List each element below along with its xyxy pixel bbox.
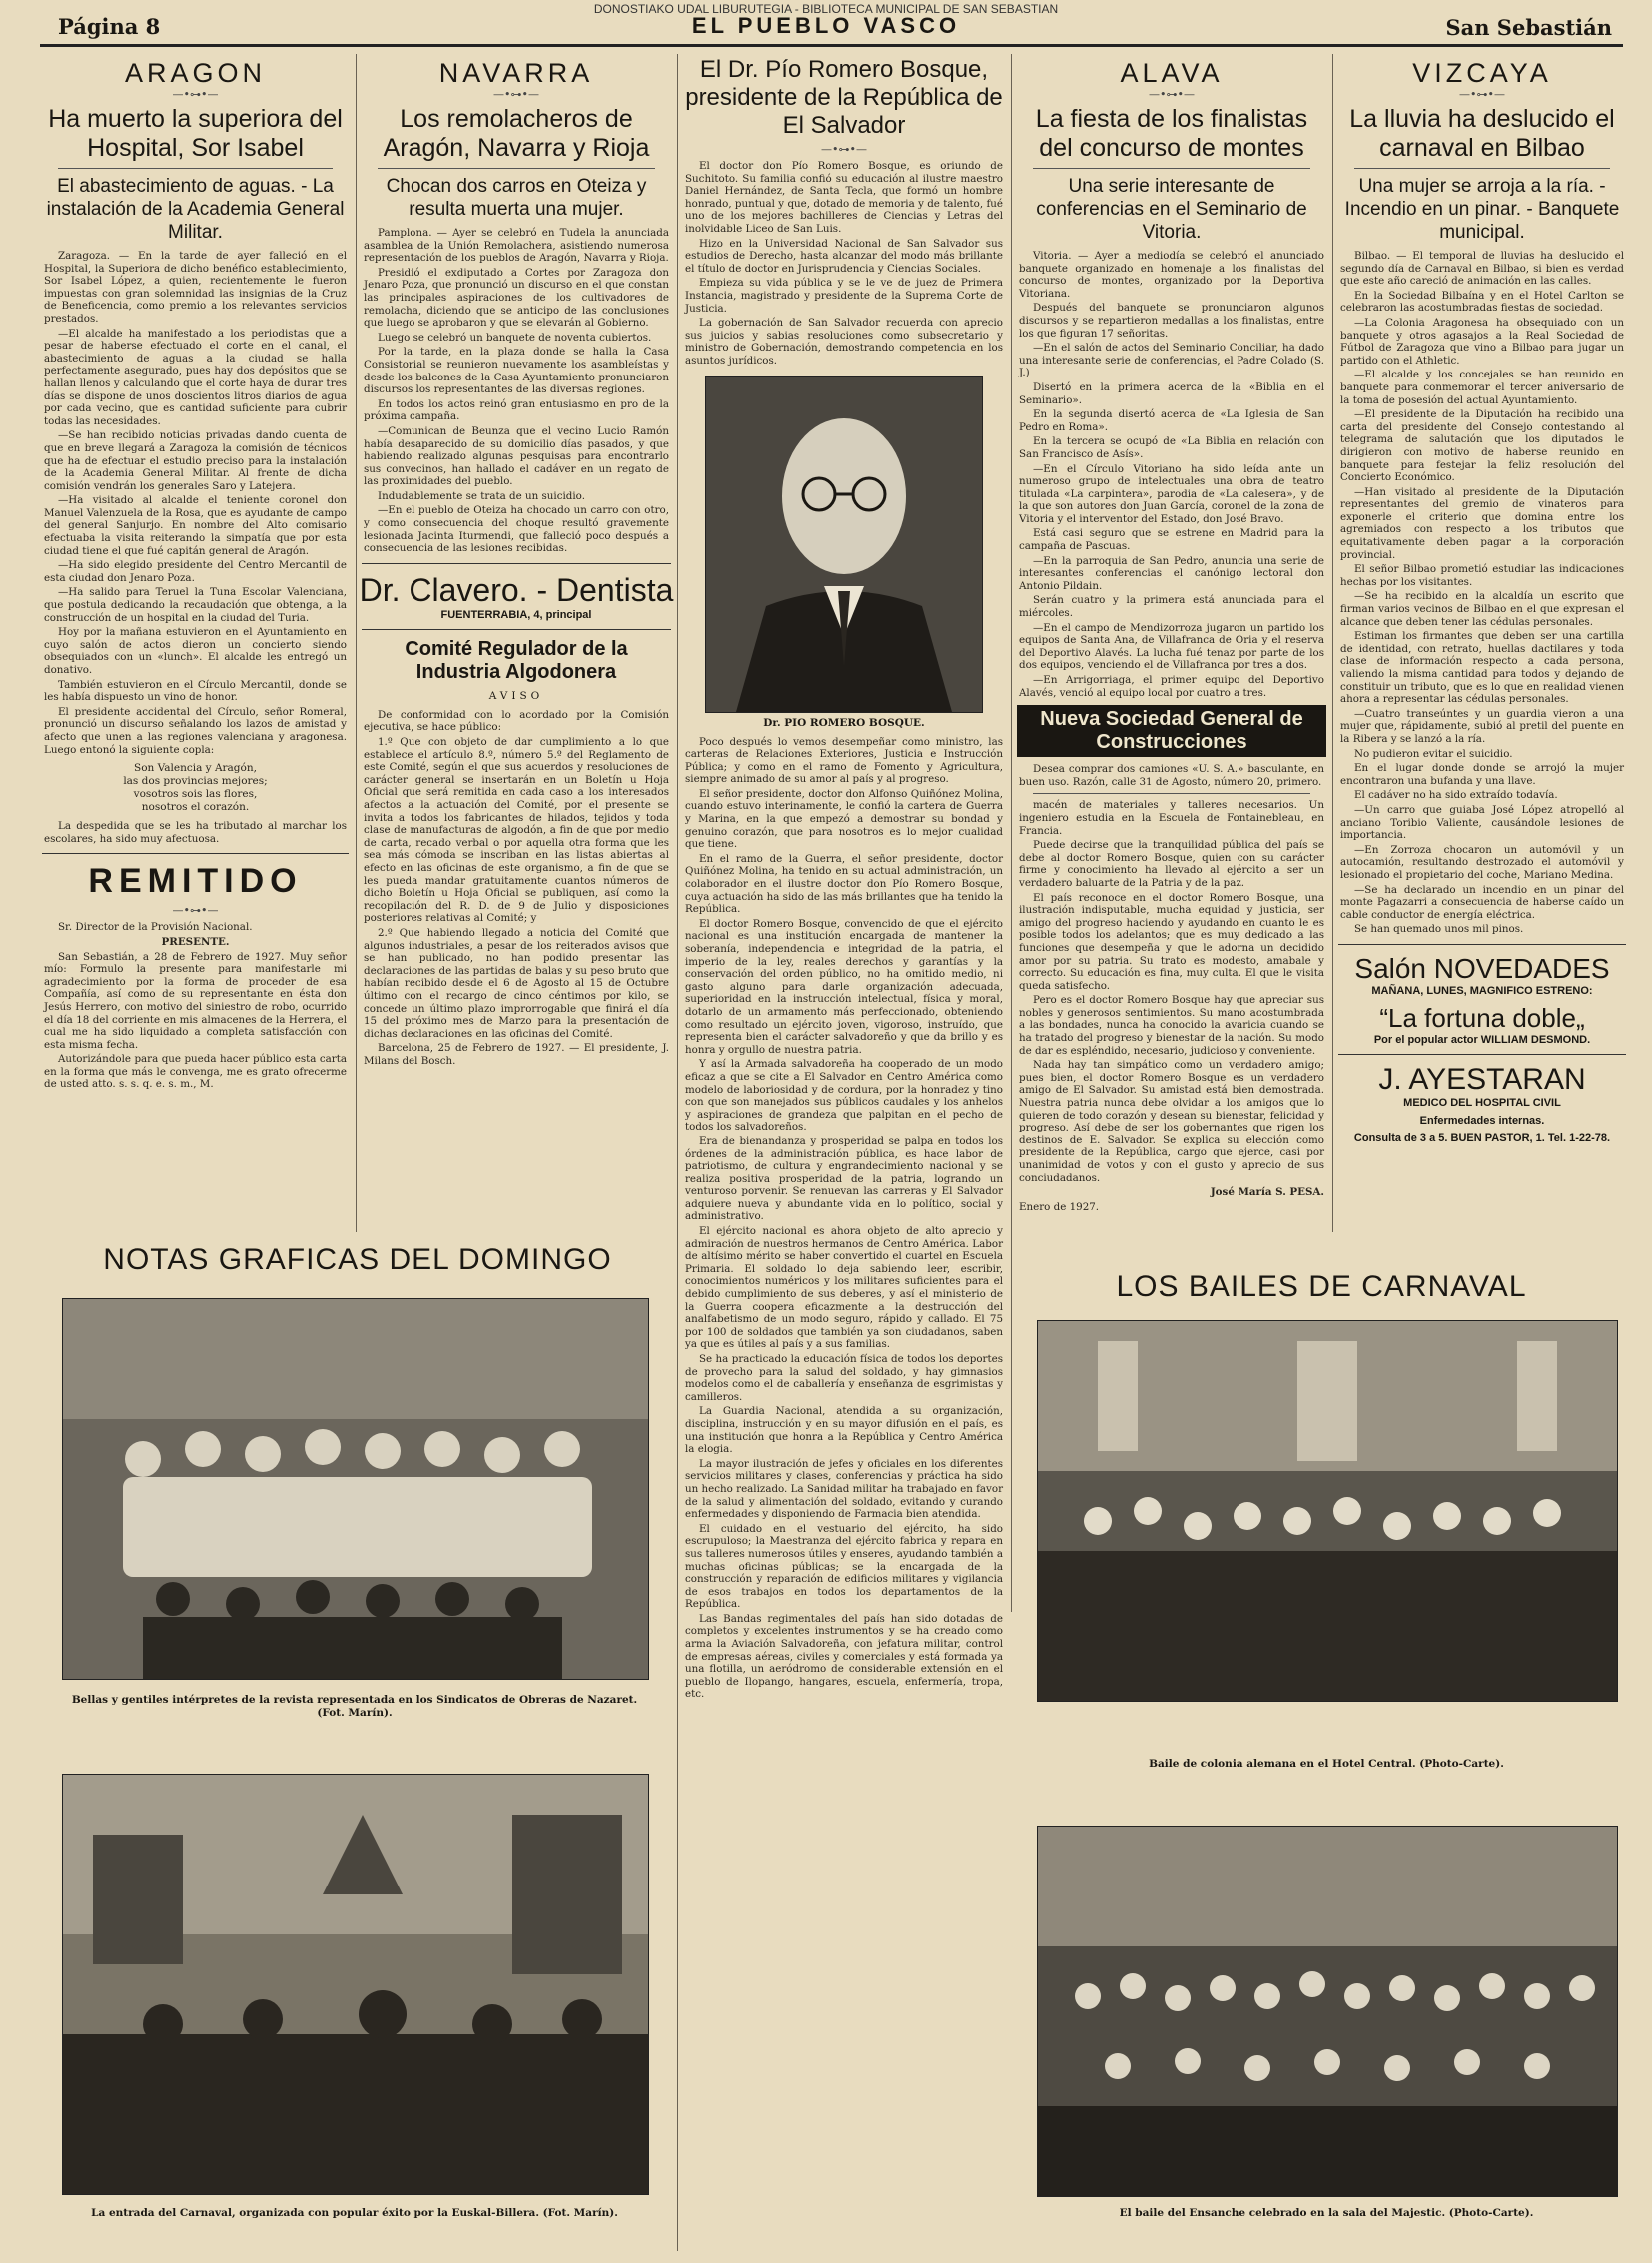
subheadline-vizcaya: Una mujer se arroja a la ría. - Incendio en un pinar. - Banquete municipal. (1344, 176, 1620, 243)
paragraph: Puede decirse que la tranquilidad pública del país se debe al doctor Romero Bosque, quien con su carácter firme y conocimiento ha llevado al ejército a ser un verdadero baluarte de la Patria y de la paz. (1019, 839, 1324, 889)
paragraph: —En la parroquia de San Pedro, anuncia una serie de interesantes conferencias el canónigo lectoral don Antonio Pildain. (1019, 554, 1324, 592)
paragraph: De conformidad con lo acordado por la Comisión ejecutiva, se hace público: (364, 708, 669, 734)
photo-carnaval-entrada (62, 1774, 649, 2195)
portrait-caption: Dr. PIO ROMERO BOSQUE. (763, 716, 925, 729)
verse-line: las dos provincias mejores; (123, 775, 268, 788)
ad-ayestaran-line1: MEDICO DEL HOSPITAL CIVIL (1403, 1096, 1561, 1109)
article-salvador-intro (685, 160, 1003, 368)
ad-novedades-actor: Por el popular actor WILLIAM DESMOND. (1373, 1033, 1591, 1046)
article-salvador-continued (1019, 799, 1324, 1213)
section-rule (1338, 944, 1626, 945)
paragraph: En el lugar donde donde se arrojó la mujer encontraron una bufanda y una llave. (1340, 762, 1624, 787)
section-rule (42, 853, 349, 854)
salutation: Sr. Director de la Provisión Nacional. (58, 921, 253, 934)
column-navarra (358, 54, 675, 1232)
paragraph: Vitoria. — Ayer a mediodía se celebró el anunciado banquete organizado en homenaje a los finalistas del concurso de montes, organizado por la Deportiva Vitoriana. (1019, 250, 1324, 300)
ad-clavero-address: FUENTERRABIA, 4, principal (440, 608, 592, 621)
paragraph: —Cuatro transeúntes y un guardia vieron a una mujer que, rápidamente, subió al pretil del puente en la Ribera y se lanzó a la ría. (1340, 707, 1624, 745)
photo-revista-nazaret (62, 1298, 649, 1680)
photo-caption: Bellas y gentiles intérpretes de la revista representada en los Sindicatos de Obreras de Nazaret. (Fot. Marín). (71, 1694, 638, 1719)
paragraph: —En Arrigorriaga, el primer equipo del Deportivo Alavés, venció al equipo local por cuatro a tres. (1019, 674, 1324, 699)
remitido-title: REMITIDO (88, 862, 303, 901)
paragraph: Nada hay tan simpático como un verdadero amigo; pues bien, el doctor Romero Bosque es un verdadero amigo de El Salvador. Su amistad está bien demostrada. Nuestra patria nunca debe olvidar a los amigos que lo quieren de todo corazón y desean su bienestar, felicidad y progreso. Así debe de ser los gobernantes que rigen los destinos de E. Salvador. Se explica su elección como presidente de la República, cargo que ejerce, casi por unanimidad de votos y con el gusto y aprecio de sus conciudadanos. (1019, 1059, 1324, 1184)
verse (44, 762, 347, 814)
paragraph: Las Bandas regimentales del país han sido dotadas de completos y excelentes instrumentos y se ha creado como arma la Aviación Salvadoreña, con jefatura militar, control de empresas aéreas, civiles y comerciales y está formada ya una flotilla, un aeródromo de considerable extensión en el pueblo de Ilopango, hangares, escuela, enfermería, tropa, etc. (685, 1612, 1003, 1701)
masthead: EL PUEBLO VASCO (691, 13, 961, 38)
city-label: San Sebastián (1445, 15, 1612, 40)
paragraph: San Sebastián, a 28 de Febrero de 1927. Muy señor mío: Formulo la presente para manifestarle mi agradecimiento por la forma de proceder de esa Compañía, así como de su representante en ésta don Jesús Herrero, con motivo del siniestro de robo, ocurrido el día 18 del corriente en mis almacenes de la Herrera, el cual me ha sido liquidado a completa satisfacción con esta misma fecha. (44, 950, 347, 1051)
paragraph: Hoy por la mañana estuvieron en el Ayuntamiento en cuyo salón de actos dieron un concierto siendo obsequiados con un «lunch». El alcalde les entregó un donativo. (44, 626, 347, 676)
article-vizcaya (1340, 250, 1624, 936)
archive-watermark: DONOSTIAKO UDAL LIBURUTEGIA - BIBLIOTECA MUNICIPAL DE SAN SEBASTIAN (593, 2, 1059, 16)
paragraph: El país reconoce en el doctor Romero Bosque, una ilustración indisputable, mucha equidad y justicia, ser amigo del progreso haciendo y ayudando en cuanto le es posible todos los adelantos; que es muy dedicado a las funciones que desempeña y que le adorna un decidido amor por su patria. Su trato es modesto, amabale y correcto. Su educación es fina, muy culta. El que le visita queda satisfecho. (1019, 891, 1324, 992)
portrait-illustration (706, 377, 982, 712)
ad-clavero-name: Dr. Clavero. - Dentista (359, 571, 674, 608)
ornament: —•⊶•— (821, 143, 867, 156)
ornament: —•⊶•— (172, 88, 219, 101)
paragraph: —Se ha declarado un incendio en un pinar del monte Pagazarri a consecuencia de haberse caído un cable conductor de energía eléctrica. (1340, 883, 1624, 921)
ad-novedades-line: MAÑANA, LUNES, MAGNIFICO ESTRENO: (1371, 984, 1593, 997)
paragraph: Por la tarde, en la plaza donde se halla la Casa Consistorial se reunieron nuevamente los asambleístas y desde los balcones de la Casa Ayuntamiento pronunciaron discursos los representantes de las diversas regiones. (364, 346, 669, 396)
divider (1033, 793, 1310, 794)
paragraph: Empieza su vida pública y se le ve de juez de Primera Instancia, magistrado y presidente de la Suprema Corte de Justicia. (685, 277, 1003, 315)
ornament: —•⊶•— (493, 88, 539, 101)
headline-aragon: Ha muerto la superiora del Hospital, Sor Isabel (48, 105, 343, 162)
subheadline-aragon: El abastecimiento de aguas. - La instalación de la Academia General Militar. (46, 176, 345, 243)
paragraph: Hizo en la Universidad Nacional de San Salvador sus estudios de Derecho, hasta alcanzar del modo más brillante el título de doctor en Jurisprudencia y Ciencias Sociales. (685, 237, 1003, 275)
paragraph: —En el pueblo de Oteiza ha chocado un carro con otro, y como consecuencia del choque resultó gravemente lesionada Jacinta Iturmendi, que falleció poco después a consecuencia de las lesiones recibidas. (364, 504, 669, 555)
paragraph: El doctor don Pío Romero Bosque, es oriundo de Suchitoto. Su familia confió su educación al ilustre maestro Daniel Hernández, de Santa Tecla, que formó un hombre honrado, puntual y que, dotado de memoria y de talento, fué uno de los mejores bachilleres de Ciencias y Letras del inolvidable Liceo de San Luis. (685, 160, 1003, 235)
ad-ayestaran-line2: Enfermedades internas. (1419, 1114, 1545, 1127)
paragraph: Bilbao. — El temporal de lluvias ha deslucido el segundo día de Carnaval en Bilbao, si bien es verdad que este año careció de animación en las calles. (1340, 250, 1624, 288)
paragraph: —La Colonia Aragonesa ha obsequiado con un banquete y otros agasajos a la Real Sociedad de Fútbol de Zaragoza que vino a Bilbao para jugar un partido con el Athletic. (1340, 316, 1624, 367)
section-region-vizcaya: VIZCAYA (1412, 58, 1552, 88)
paragraph: Disertó en la primera acerca de la «Biblia en el Seminario». (1019, 380, 1324, 406)
photo-caption: Baile de colonia alemana en el Hotel Central. (Photo-Carte). (1149, 1758, 1504, 1770)
headline-alava: La fiesta de los finalistas del concurso de montes (1035, 105, 1308, 162)
ornament: —•⊶•— (1459, 88, 1505, 101)
article-navarra (364, 227, 669, 555)
paragraph: Está casi seguro que se estrene en Madrid para la campaña de Pascuas. (1019, 527, 1324, 553)
article-aragon (44, 250, 347, 845)
paragraph: Serán cuatro y la primera está anunciada para el miércoles. (1019, 594, 1324, 620)
verse-line: vosotros sois las flores, (133, 788, 258, 801)
photo-ballroom-group (1038, 1827, 1617, 2196)
section-region-aragon: ARAGON (124, 58, 267, 88)
paragraph: En la Sociedad Bilbaína y en el Hotel Carlton se celebraron las acostumbradas fiestas de sociedad. (1340, 289, 1624, 315)
ad-nueva-sociedad-title: Nueva Sociedad General de Construcciones (1017, 705, 1326, 757)
paragraph: El señor presidente, doctor don Alfonso Quiñónez Molina, cuando estuvo interinamente, le confió la cartera de Guerra y Marina, en la que empezó a demostrar su bondad y genuino corazón, que para nosotros es lo mejor cualidad que tiene. (685, 787, 1003, 851)
photo-caption: El baile del Ensanche celebrado en la sala del Majestic. (Photo-Carte). (1119, 2207, 1534, 2219)
headline-vizcaya: La lluvia ha deslucido el carnaval en Bilbao (1349, 105, 1615, 162)
paragraph: —En el salón de actos del Seminario Conciliar, ha dado una interesante serie de conferencias, el Padre Colado (S. J.) (1019, 342, 1324, 379)
photo-ballroom-crowd (1038, 1321, 1617, 1701)
paragraph: Se han quemado unos mil pinos. (1354, 923, 1524, 936)
paragraph: En la tercera se ocupó de «La Biblia en relación con San Francisco de Asís». (1019, 435, 1324, 460)
paragraph: 2.º Que habiendo llegado a noticia del Comité que algunos industriales, a pesar de los reiterados avisos que se han publicado, no han podido presentar las declaraciones de las partidas de balas y su peso bruto que habían recibido desde el 6 de Agosto al 15 de Octubre último con el recargo de cinco céntimos por kilo, se concede un último plazo improrrogable que finirá el día 15 del próximo mes de Marzo para la presentación de dichas declaraciones en las oficinas del Comité. (364, 926, 669, 1040)
paragraph: Era de bienandanza y prosperidad se palpa en todos los órdenes de la administración pública, es hace labor de patriotismo, de cultura y engrandecimiento nacional y se realiza positiva prosperidad de la patria, logrando un venturoso porvenir. Se renuevan las carreras y El Salvador adquiere nueva y abundante vida en lo político, social y administrativo. (685, 1134, 1003, 1223)
paragraph: La Guardia Nacional, atendida a su organización, disciplina, instrucción y en su mayor difusión en el país, es una institución que honra a la República y Centro América la elogia. (685, 1405, 1003, 1456)
divider (1354, 168, 1610, 169)
column-divider (356, 54, 357, 1232)
paragraph: También estuvieron en el Círculo Mercantil, donde se les había dispuesto un vino de honor. (44, 678, 347, 704)
section-region-alava: ALAVA (1120, 58, 1224, 88)
ad-ayestaran-line3: Consulta de 3 a 5. BUEN PASTOR, 1. Tel. 1-22-78. (1353, 1132, 1611, 1144)
section-rule (362, 629, 671, 630)
headline-navarra: Los remolacheros de Aragón, Navarra y Rioja (383, 105, 650, 162)
paragraph: —En el campo de Mendizorroza jugaron un partido los equipos de Santa Ana, de Villafranca de Oria y el reserva del Deportivo Alavés. La lucha fué tenaz por parte de los dos equipos, venciendo el de Villafranca por tres a dos. (1019, 621, 1324, 672)
paragraph: La gobernación de San Salvador recuerda con aprecio sus juicios y sabias resoluciones como subsecretario y ministro de Gobernación, demostrando competencia en los asuntos jurídicos. (685, 317, 1003, 367)
paragraph: El ejército nacional es ahora objeto de alto aprecio y admiración de nuestros hermanos de Centro América. Labor de altísimo mérito se haber convertido el cuartel en Escuela Primaria. El soldado lo deja sabiendo leer, escribir, conocimientos numéricos y los militares suficientes para el debido cumplimiento de sus deberes, y así el ministerio de la Guerra coopera eficazmente a la destrucción del analfabetismo de un modo seguro, rápido y callado. El 75 por 100 de soldados que también ya son ciudadanos, saben ya que es útiles al país y a sus familias. (685, 1225, 1003, 1351)
photo-street-parade (63, 1775, 648, 2194)
portrait-photo (705, 376, 983, 713)
paragraph: Después del banquete se pronunciaron algunos discursos y se repartieron medallas a los finalistas, entre los que figuran 17 señoritas. (1019, 302, 1324, 340)
paragraph: Indudablemente se trata de un suicidio. (378, 489, 585, 502)
photo-baile-colonia-alemana (1037, 1320, 1618, 1702)
paragraph: —El alcalde ha manifestado a los periodistas que a pesar de haberse efectuado el corte en el canal, el abastecimiento de aguas a la ciudad se halla perfectamente asegurado, pues hay dos depósitos que se hallan llenos y calculando que el corte haya de durar tres días se dispone de unos doscientos litros diarios de agua por cada vecino, que es cantidad suficiente para cubrir todas las necesidades. (44, 327, 347, 427)
paragraph: Poco después lo vemos desempeñar como ministro, las carteras de Relaciones Exteriores, Justicia e Instrucción Pública; y como en el ramo de Fomento y Agricultura, siempre animado de su amor al país y al progreso. (685, 735, 1003, 786)
paragraph: —El alcalde y los concejales se han reunido en banquete para conmemorar el tercer aniversario de la toma de posesión del actual Ayuntamiento. (1340, 369, 1624, 406)
column-vizcaya (1334, 54, 1630, 1232)
column-alava (1013, 54, 1330, 1282)
paragraph: Pamplona. — Ayer se celebró en Tudela la anunciada asamblea de la Unión Remolachera, asistiendo numerosa representación de los pueblos de Aragón, Navarra y Rioja. (364, 227, 669, 265)
paragraph: —Han visitado al presidente de la Diputación representantes del gremio de vinateros para exponerle el criterio que domina entre los agremiados con respecto a los tributos que equitativamente deben pagar a la corporación provincial. (1340, 485, 1624, 561)
article-comite (364, 709, 669, 1068)
aviso-label: AVISO (488, 689, 544, 702)
dateline: Enero de 1927. (1019, 1200, 1100, 1213)
paragraph: En todos los actos reinó gran entusiasmo en pro de la próxima campaña. (364, 397, 669, 423)
salutation-present: PRESENTE. (161, 935, 230, 948)
paragraph: —Se han recibido noticias privadas dando cuenta de que en breve llegará a Zaragoza la comisión de técnicos que ha de efectuar el estudio preciso para la instalación de la Academia General Militar. Al frente de dicha comisión vendrán los generales Saro y Latejera. (44, 429, 347, 492)
article-remitido (44, 921, 347, 1091)
paragraph: Estiman los firmantes que deben ser una cartilla de identidad, con retrato, huellas dactilares y toda clase de información respecto a cada persona, valiendo la misma cantidad para todos y dejando de constituir un tributo, que es lo que en realidad vienen ahora a representar las cédulas personales. (1340, 630, 1624, 706)
paragraph: —Ha salido para Teruel la Tuna Escolar Valenciana, que postula dedicando la recaudación que obtenga, a la construcción de un hospital en la ciudad del Turia. (44, 586, 347, 624)
headline-comite: Comité Regulador de la Industria Algodonera (405, 637, 628, 683)
verse-line: Son Valencia y Aragón, (134, 762, 257, 775)
paragraph: En la segunda disertó acerca de «La Iglesia de San Pedro en Roma». (1019, 408, 1324, 433)
paragraph: —Comunican de Beunza que el vecino Lucio Ramón había desaparecido de su domicilio días pasados, y que habiendo realizado algunas pesquisas para encontrarlo sus convecinos, han hallado el cadáver en un regato de las proximidades del pueblo. (364, 424, 669, 488)
paragraph: Zaragoza. — En la tarde de ayer falleció en el Hospital, la Superiora de dicho benéfico establecimiento, Sor Isabel López, a quien, recientemente le fueron impuestas con gran solemnidad las insignias de la Cruz de Beneficencia, como premio a los relevantes servicios prestados. (44, 250, 347, 325)
paragraph: 1.º Que con objeto de dar cumplimiento a lo que establece el artículo 8.º, número 5.º del Reglamento de este Comité, según el que sus acuerdos y resoluciones de carácter general se insertarán en un Boletín u Hoja Oficial que será remitida en cada caso a los interesados afectos a la actuación del Comité, por el presente se invita a todos los fabricantes de hilados, tejidos y toda clase de manufacturas de algodón, a fin de que por medio de carta, recado verbal o por aquella otra forma que les sea más cómoda se inscriban en las listas abiertas al efecto en las oficinas de este organismo, a fin de que se les pueda mandar gratuitamente cuantos números de dicho Boletín u Hoja Oficial se publiquen, así como la recopilación del R. D. de 9 de Julio y disposiciones posteriores relativas al Comité; y (364, 736, 669, 925)
section-rule (1338, 1054, 1626, 1055)
ad-ayestaran-name: J. AYESTARAN (1378, 1062, 1586, 1096)
column-divider (677, 54, 678, 2251)
paragraph: No pudieron evitar el suicidio. (1354, 747, 1513, 760)
photo-caption: La entrada del Carnaval, organizada con popular éxito por la Euskal-Billera. (Fot. Marín). (91, 2207, 618, 2219)
article-salvador-body (685, 736, 1003, 1704)
paragraph: Presidió el exdiputado a Cortes por Zaragoza don Jenaro Poza, que pronunció un discurso en el que constan las principales aspiraciones de los cultivadores de remolacha, diciendo que se anticipo de las conclusiones que luego se aprobaron y que se elevarán al Gobierno. (364, 266, 669, 330)
paragraph: —Ha visitado al alcalde el teniente coronel don Manuel Valenzuela de la Rosa, que es ayudante de campo del general Sanjurjo. En nombre del Alto comisario efectuaba la visita reiterando la simpatía que por esta ciudad tiene el que fué capitán general de Aragón. (44, 494, 347, 557)
section-region-navarra: NAVARRA (438, 58, 594, 88)
paragraph: Luego se celebró un banquete de noventa cubiertos. (378, 331, 652, 344)
section-title-bailes: LOS BAILES DE CARNAVAL (1116, 1270, 1527, 1303)
column-aragon (38, 54, 353, 1224)
ad-novedades-name: Salón NOVEDADES (1354, 952, 1610, 984)
ornament: —•⊶•— (172, 904, 219, 918)
divider (378, 168, 655, 169)
paragraph: El doctor Romero Bosque, convencido de que el ejército nacional es una institución encargada de mantener la soberanía, independencia e integridad de la patria, el imperio de la ley, reales derechos y garantías y la conservación del orden público, no ha omitido medio, ni gasto alguno para darle organización adecuada, superioridad en la instrucción intelectual, física y moral, dotarlo de un armamento más perfeccionado, obteniendo como resultado un ejército joven, vigoroso, instruído, que representa bien el carácter salvadoreño y que da brillo y es honra y orgullo de nuestra patria. (685, 917, 1003, 1056)
paragraph: —El presidente de la Diputación ha recibido una carta del presidente del Consejo contestando al telegrama de salutación que los diputados le dirigieron con motivo de haberse reunido en banquete para festejar la feliz resolución del Concierto Económico. (1340, 408, 1624, 484)
signature: José María S. PESA. (1210, 1186, 1324, 1199)
paragraph: Y así la Armada salvadoreña ha cooperado de un modo eficaz a que se cite a El Salvador en Centro América como modelo de laboriosidad y de cordura, por la honradez y tino con que son manejados sus públicos caudales y los anhelos y aspiraciones de grandeza que palpitan en el pecho de todos los salvadoreños. (685, 1058, 1003, 1133)
paragraph: El cadáver no ha sido extraído todavía. (1354, 789, 1558, 802)
column-salvador (679, 54, 1009, 2251)
divider (58, 168, 333, 169)
column-divider (1332, 54, 1333, 1232)
section-rule (362, 563, 671, 564)
headline-salvador: El Dr. Pío Romero Bosque, presidente de la República de El Salvador (685, 56, 1003, 139)
section-title-notas: NOTAS GRAFICAS DEL DOMINGO (103, 1243, 612, 1276)
paragraph: Barcelona, 25 de Febrero de 1927. — El presidente, J. Milans del Bosch. (364, 1042, 669, 1067)
paragraph: —En el Círculo Vitoriano ha sido leída ante un numeroso grupo de intelectuales una obra de teatro titulada «La carpintera», parodia de «La calesera», y de la que son autores don Juan García, coronel de la zona de Vitoria y el interventor del Estado, don José Bravo. (1019, 462, 1324, 525)
paragraph: El señor Bilbao prometió estudiar las indicaciones hechas por los visitantes. (1340, 563, 1624, 588)
divider (1033, 168, 1310, 169)
article-alava (1019, 250, 1324, 699)
ornament: —•⊶•— (1149, 88, 1195, 101)
paragraph: —En Zorroza chocaron un automóvil y un autocamión, resultando destrozado el automóvil y lesionado el propietario del coche, Mariano Medina. (1340, 843, 1624, 881)
paragraph: Autorizándole para que pueda hacer público esta carta en la forma que más le convenga, me es grato ofrecerme de usted atto. s. s. q. e. s. m., M. (44, 1053, 347, 1091)
subheadline-navarra: Chocan dos carros en Oteiza y resulta muerta una mujer. (386, 176, 647, 220)
paragraph: macén de materiales y talleres necesarios. Un ingeniero estudia en la Escuela de Fontainebleau, en Francia. (1019, 799, 1324, 837)
paragraph: En el ramo de la Guerra, el señor presidente, doctor Quiñónez Molina, ha tenido en su actual administración, un colaborador en el ilustre doctor don Pío Romero Bosque, cuya actuación ha sido de las más brillantes que ha tenido la República. (685, 852, 1003, 916)
ad-novedades-film: “La fortuna doble„ (1379, 1002, 1585, 1033)
paragraph: —Se ha recibido en la alcaldía un escrito que firman varios vecinos de Bilbao en el que expresan el alcance que deben tener las cédulas personales. (1340, 590, 1624, 628)
paragraph: El presidente accidental del Círculo, señor Romeral, pronunció un discurso señalando los lazos de amistad y afecto que unen a las regiones valenciana y aragonesa. Luego entonó la siguiente copla: (44, 705, 347, 756)
page-number: Página 8 (58, 14, 161, 39)
subheadline-alava: Una serie interesante de conferencias en el Seminario de Vitoria. (1036, 176, 1307, 243)
paragraph: Se ha practicado la educación física de todos los deportes de provecho para la salud del soldado, y hay gimnasios modelos como el de caballería y enseñanza de esgrimistas y camilleros. (685, 1353, 1003, 1403)
paragraph: El cuidado en el vestuario del ejército, ha sido escrupuloso; la Maestranza del ejército fabrica y repara en sus talleres numerosos útiles y enseres, ayudando también a muchas oficinas públicas; se la encargada de la construcción y reparación de edificios militares y vigilancia de esos trabajos en todos los departamentos de la República. (685, 1522, 1003, 1611)
column-divider (1011, 54, 1012, 1612)
verse-line: nosotros el corazón. (141, 801, 250, 814)
photo-group-portrait (63, 1299, 648, 1679)
paragraph: La mayor ilustración de jefes y oficiales en los diferentes servicios militares y clases, conferencias y práctica ha sido un hecho realizado. La Sanidad militar ha trabajado en favor de la salud y alimentación del soldado, evitando y curando enfermedades y disponiendo de Farmacia bien atendida. (685, 1457, 1003, 1521)
paragraph: Desea comprar dos camiones «U. S. A.» basculante, en buen uso. Razón, calle 31 de Agosto, número 20, primero. (1019, 763, 1324, 788)
paragraph: Pero es el doctor Romero Bosque hay que apreciar sus nobles y generosos sentimientos. Su mano acostumbrada a las bondades, nunca ha conocido la avaricia cuando se ha tratado del progreso y bienestar de la nación. Su modo de dar es espléndido, necesario, judicioso y conveniente. (1019, 994, 1324, 1057)
paragraph: —Un carro que guiaba José López atropelló al anciano Toribio Valiente, causándole lesiones de importancia. (1340, 803, 1624, 842)
masthead-rule (40, 44, 1623, 47)
paragraph: La despedida que se les ha tributado al marchar los escolares, ha sido muy afectuosa. (44, 820, 347, 845)
ad-nueva-sociedad (1019, 763, 1324, 788)
paragraph: —Ha sido elegido presidente del Centro Mercantil de esta ciudad don Jenaro Poza. (44, 559, 347, 584)
photo-baile-ensanche (1037, 1826, 1618, 2197)
